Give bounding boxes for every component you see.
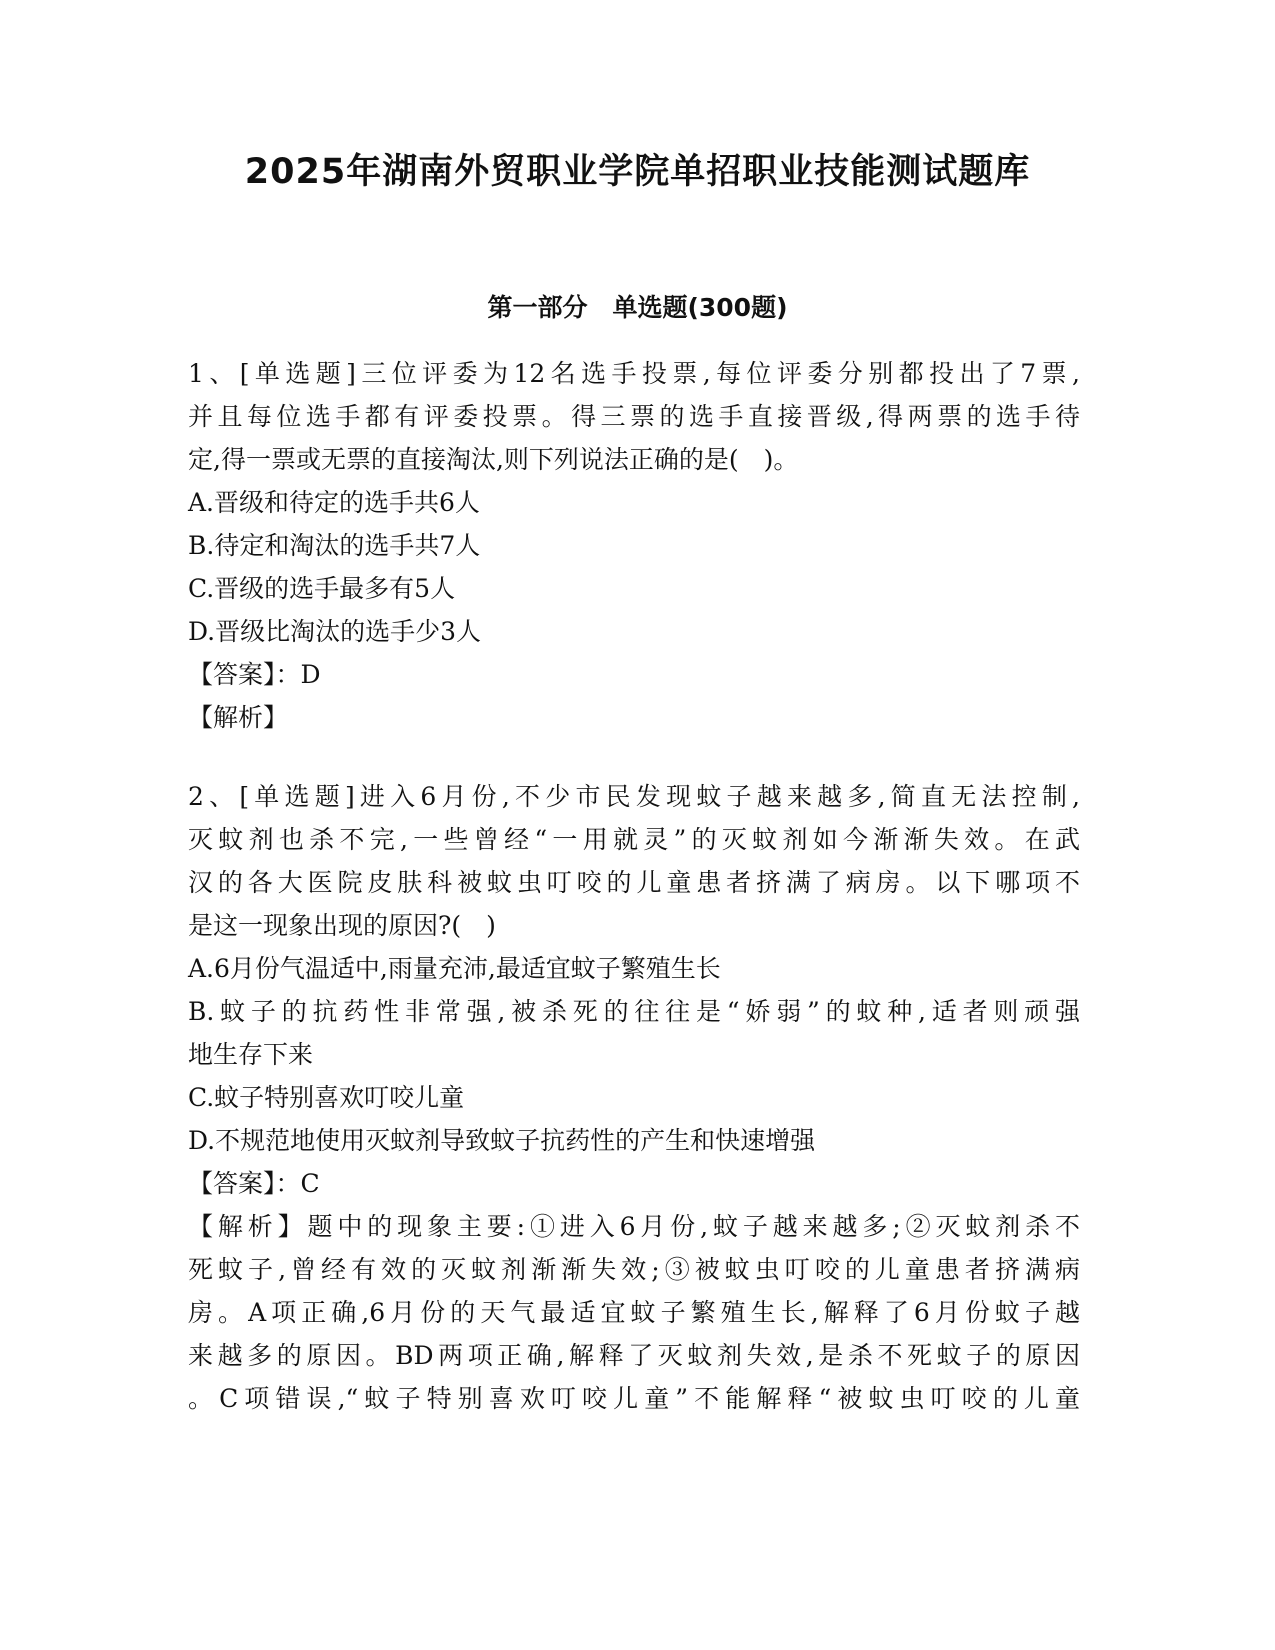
question-1 [188,352,1080,739]
option-c: C.晋级的选手最多有5人 [188,574,456,603]
option-b-continued: 地生存下来 [188,1040,314,1069]
answer-line: 【答案】：C [188,1169,320,1198]
question-2 [188,775,1080,1420]
document-body [188,352,1080,1420]
analysis-line: 【解析】 [188,703,289,732]
option-d: D.晋级比淘汰的选手少3人 [188,617,482,646]
question-stem-line: 是这一现象出现的原因?( ) [188,911,496,940]
option-c: C.蚊子特别喜欢叮咬儿童 [188,1083,465,1112]
analysis-line: 。C项错误,“蚊子特别喜欢叮咬儿童”不能解释“被蚊虫叮咬的儿童 [188,1384,1080,1413]
option-d: D.不规范地使用灭蚊剂导致蚊子抗药性的产生和快速增强 [188,1126,816,1155]
section-heading: 第一部分 单选题(300题) [487,293,788,322]
question-stem-line: 灭蚊剂也杀不完,一些曾经“一用就灵”的灭蚊剂如今渐渐失效。在武 [188,825,1080,854]
analysis-line: 【解析】题中的现象主要:①进入6月份,蚊子越来越多;②灭蚊剂杀不 [188,1212,1080,1241]
question-spacer [188,739,1080,775]
question-stem-line: 2、[单选题]进入6月份,不少市民发现蚊子越来越多,简直无法控制, [188,782,1080,811]
document-title: 2025年湖南外贸职业学院单招职业技能测试题库 [244,152,1031,192]
option-a: A.6月份气温适中,雨量充沛,最适宜蚊子繁殖生长 [188,954,721,983]
option-b: B.待定和淘汰的选手共7人 [188,531,481,560]
question-stem-line: 1、[单选题]三位评委为12名选手投票,每位评委分别都投出了7票, [188,359,1080,388]
analysis-line: 死蚊子,曾经有效的灭蚊剂渐渐失效;③被蚊虫叮咬的儿童患者挤满病 [188,1255,1080,1284]
option-a: A.晋级和待定的选手共6人 [188,488,480,517]
analysis-line: 来越多的原因。BD两项正确,解释了灭蚊剂失效,是杀不死蚊子的原因 [188,1341,1080,1370]
question-stem-line: 定,得一票或无票的直接淘汰,则下列说法正确的是( )。 [188,445,799,474]
question-stem-line: 并且每位选手都有评委投票。得三票的选手直接晋级,得两票的选手待 [188,402,1080,431]
option-b: B.蚊子的抗药性非常强,被杀死的往往是“娇弱”的蚊种,适者则顽强 [188,997,1080,1026]
analysis-line: 房。A项正确,6月份的天气最适宜蚊子繁殖生长,解释了6月份蚊子越 [188,1298,1080,1327]
answer-line: 【答案】：D [188,660,321,689]
question-stem-line: 汉的各大医院皮肤科被蚊虫叮咬的儿童患者挤满了病房。以下哪项不 [188,868,1080,897]
